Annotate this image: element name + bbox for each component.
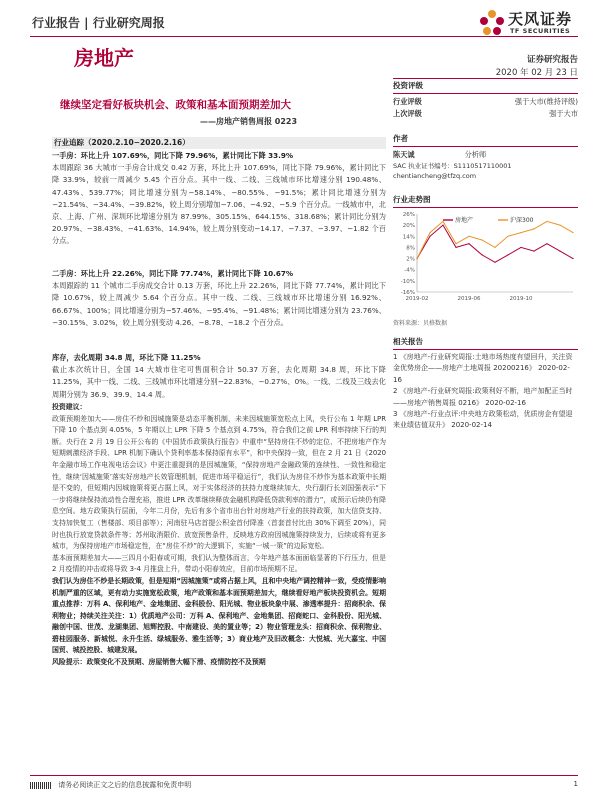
section-paragraph: 截止本次统计日，全国 14 大城市住宅可售面积合计 50.37 万套，去化周期 34.8 周，环比下降 11.25%，其中一线、二线、三线城市环比增速分别−22.83%、−0.27%、0%。一线、二线及三线去化周期分别为 36.9、39.9、14.4 周。 (52, 365, 386, 399)
author-sac: SAC 执业证书编号：S1110517110001 (393, 162, 512, 170)
author-heading: 作者 (393, 133, 578, 147)
inventory-section (52, 352, 386, 401)
data-point (429, 236, 430, 237)
related-item[interactable]: 3 《房地产-行业点评:中央地方政策松动，优质房企有望迎来业绩估值双升》 2020-02-14 (393, 410, 573, 430)
section-heading: 二手房：环比上升 22.26%，同比下降 77.74%，累计同比下降 10.67% (52, 269, 294, 278)
report-type: 证券研究报告 (526, 55, 578, 65)
x-tick-label: 2019-02 (405, 296, 429, 302)
rating-label: 上次评级 (393, 109, 422, 118)
trend-heading: 行业走势图 (393, 194, 578, 208)
right-divider (393, 78, 578, 79)
data-point (533, 228, 534, 229)
x-tick-label: 2019-10 (509, 296, 533, 302)
page-number: 1 (573, 780, 578, 788)
risk-note: 风险提示：政策变化不及预期、房屋销售大幅下滑、疫情防控不及预期 (52, 658, 266, 667)
y-tick-label: 2% (406, 256, 415, 263)
data-point (494, 262, 495, 263)
trend-panel (393, 194, 578, 208)
y-tick-label: -16% (400, 290, 415, 296)
section-paragraph: 本周跟踪 36 大城市一手房合计成交 0.42 万套，环比上升 107.69%，同比下降 79.96%，累计同比下降 33.9%，较前一周减少 5.45 个百分点。其中一线、二线、三线城市环比增速分别 190.48%、47.43%、539.77%；同比增速分别为−58.14%、−80.55%、−91.5%；累计同比增速分别为−21.54%、−34.4%、−39.82%，较上周分别增加−7.06、−4.92、−5.9 个百分点。一线城市中，北京、上海、广州、深圳环比增速分别为 87.99%、305.15%、644.15%、318.68%；累计同比分别为 20.97%、−38.43%、−41.63%、14.94%，较上周分别变动−14.17、−7.37、−3.97、−1.82 个百分点。 (52, 163, 386, 246)
rating-heading: 投资评级 (393, 80, 578, 94)
tf-securities-logo (478, 6, 582, 40)
y-tick-label: 26% (402, 212, 415, 218)
advice-section (52, 402, 386, 669)
data-point (559, 225, 560, 226)
legend-label: 沪深300 (510, 217, 534, 224)
data-point (572, 232, 573, 233)
rating-row (393, 108, 578, 120)
y-tick-label: 20% (402, 223, 415, 230)
y-tick-label: -4% (404, 267, 415, 274)
data-point (507, 254, 508, 255)
data-point (442, 221, 443, 222)
logo-text-cn: 天风证券 (508, 10, 573, 28)
legend-label: 房地产 (455, 217, 474, 224)
data-point (442, 225, 443, 226)
data-point (520, 232, 521, 233)
author-role: 分析师 (464, 150, 487, 159)
related-panel (393, 336, 578, 432)
rating-value: 强于大市(维持评级) (514, 97, 578, 106)
related-item[interactable]: 1 《房地产-行业研究周报:土地市场热度有望回升，关注资金优势房企——房地产土地周报 20200216》 2020-02-16 (393, 353, 573, 384)
data-point (429, 232, 430, 233)
data-point (468, 243, 469, 244)
section-heading: 投资建议： (52, 403, 87, 411)
data-point (520, 247, 521, 248)
tracking-section-header: 行业追踪（2020.2.10−2020.2.16） (52, 137, 386, 149)
section-paragraph: 本周跟踪的 11 个城市二手房成交合计 0.13 万套，环比上升 22.26%，同比下降 77.74%，累计同比下降 10.67%，较上周减少 5.64 个百分点。其中一线、二线、三线城市环比增速分别 16.92%、66.67%、100%；同比增速分别为−57.46%、−95.4%、−91.48%；累计同比增速分别为 23.76%、−30.15%、3.02%，较上周分别变动 4.26、−8.78、−18.2 个百分点。 (52, 281, 386, 327)
footer-divider (30, 775, 578, 776)
rating-label: 行业评级 (393, 97, 422, 106)
y-tick-label: -10% (400, 278, 415, 285)
data-point (572, 258, 573, 259)
author-name: 陈天诚 (393, 150, 415, 159)
data-point (481, 239, 482, 240)
data-point (507, 236, 508, 237)
footer-disclaimer: 请务必阅读正文之后的信息披露和免责申明 (30, 780, 191, 790)
logo-mark-icon (478, 8, 506, 38)
data-point (455, 243, 456, 244)
report-category-label: 行业报告 | 行业研究周报 (32, 16, 165, 30)
author-email[interactable]: chentiancheng@tfzq.com (393, 172, 477, 180)
data-point (494, 247, 495, 248)
data-point (416, 258, 417, 259)
series-line-0 (417, 225, 573, 262)
section-paragraph: 政策预期差加大——房住不炒和因城施策是动态平衡机制，未来因城施策宽松点上风，央行公布 1 年期 LPR 下降 10 个基点到 4.05%，5 年期以上 LPR 下降 5 个基点到 4.75%，符合我们之前 LPR 利率持续下行的判断。央行在 2 月 19 日公开公布的《中国货币政策执行报告》中重申“坚持房住不炒的定位、不把房地产作为短期刺激经济手段、LPR 机制下确认个贷利率基本保持原有水平”，和中央保持一致，但在 2 月 21 日《2020 年金融市场工作电视电话会议》中更注重提到的是因城施策，“保持房地产金融政策的连续性、一致性和稳定性，继续‘因城施策’落实好房地产长效管理机制，促进市场平稳运行”，我们认为房住不炒作为基本政策中长期是不变的，但短期内因城施策将更占据上风，对于实体经济的扶持力度继续加大，央行副行长刘国强表示“下一步将继续保持流动性合理充裕，推进 LPR 改革继续释放金融机构降低贷款利率的潜力”，或预示后续仍有降息空间。地方政策执行层面，今年二月份，先后有多个省市出台针对房地产行业的扶持政策，加大信贷支持、支持加快复工（售楼部、项目部等）；河南驻马店首提公积金首付降准（首套首付比由 30%下调至 20%），同时也执行放宽贷款条件等；苏州取消限价、放宽预售条件，反映地方政府因城施策持续发力，后续或将有更多城市，为保持房地产市场稳定性，在“房住不炒”的大逻辑下，实施“一城一策”的边际宽松。 (52, 414, 386, 551)
related-item[interactable]: 2 《房地产-行业研究周报:政策利好不断，地产加配正当时——房地产销售周报 0216》 2020-02-16 (393, 387, 573, 407)
section-heading: 库存，去化周期 34.8 周，环比下降 11.25% (52, 353, 201, 362)
data-point (559, 251, 560, 252)
barcode-icon (30, 782, 52, 789)
data-point (533, 251, 534, 252)
report-subtitle: ——房地产销售周报 0223 (200, 117, 298, 126)
trend-source: 资料来源：贝格数据 (393, 320, 448, 327)
data-point (546, 243, 547, 244)
rating-panel (393, 80, 578, 120)
logo-text-en: TF SECURITIES (510, 27, 571, 35)
data-point (481, 254, 482, 255)
data-point (468, 236, 469, 237)
section-paragraph: 我们认为房住不炒是长期政策，但是短期“因城施策”或将占据上风，且和中央地产调控精神一致，受疫情影响机制严重的区域，更有动力实施宽松政策，地产政策和基本面预期差加大，继续看好地产板块投资机会。短期重点推荐：万科 A、保利地产、金地集团、金科股份、阳光城、物业板块象中展、渗透率提升：招商积余、保利物业；持续关注关注：1）优质地产公司：万科 A、保利地产、金地集团、招商蛇口、金科股份、阳光城、融创中国、世茂、龙湖集团、旭辉控股、中南建设、美的置业等；2）物业管理龙头：招商积余、保利物业、碧桂园服务、新城悦、永升生活、绿城服务、雅生活等；3）商业地产及旧改概念：大悦城、光大嘉宝、中国国贸、城投控股、城建发展。 (52, 576, 386, 655)
header-divider (30, 36, 578, 37)
y-tick-label: 14% (402, 234, 415, 241)
new-home-section (52, 150, 386, 248)
author-panel (393, 133, 578, 181)
rating-row (393, 96, 578, 108)
report-date: 2020 年 02 月 23 日 (495, 68, 578, 78)
author-row (393, 149, 578, 161)
second-home-section (52, 268, 386, 329)
rating-value: 强于大市 (549, 109, 578, 118)
y-tick-label: 8% (406, 245, 415, 252)
section-paragraph: 基本面预期差加大——三四月小阳春或可期，我们认为整体而言，今年地产基本面面临显著的下行压力，但是 2 月疫情的冲击或将导致 3-4 月推盘上升，带动小阳春效应，目前市场预期不足。 (52, 553, 386, 574)
data-point (455, 247, 456, 248)
trend-chart (393, 208, 578, 304)
report-title: 继续坚定看好板块机会、政策和基本面预期差加大 (60, 99, 291, 111)
data-point (546, 221, 547, 222)
x-tick-label: 2019-06 (457, 296, 481, 302)
sector-title: 房地产 (74, 46, 134, 70)
section-heading: 一手房：环比上升 107.69%，同比下降 79.96%，累计同比下降 33.9% (52, 151, 294, 160)
related-heading: 相关报告 (393, 336, 578, 350)
